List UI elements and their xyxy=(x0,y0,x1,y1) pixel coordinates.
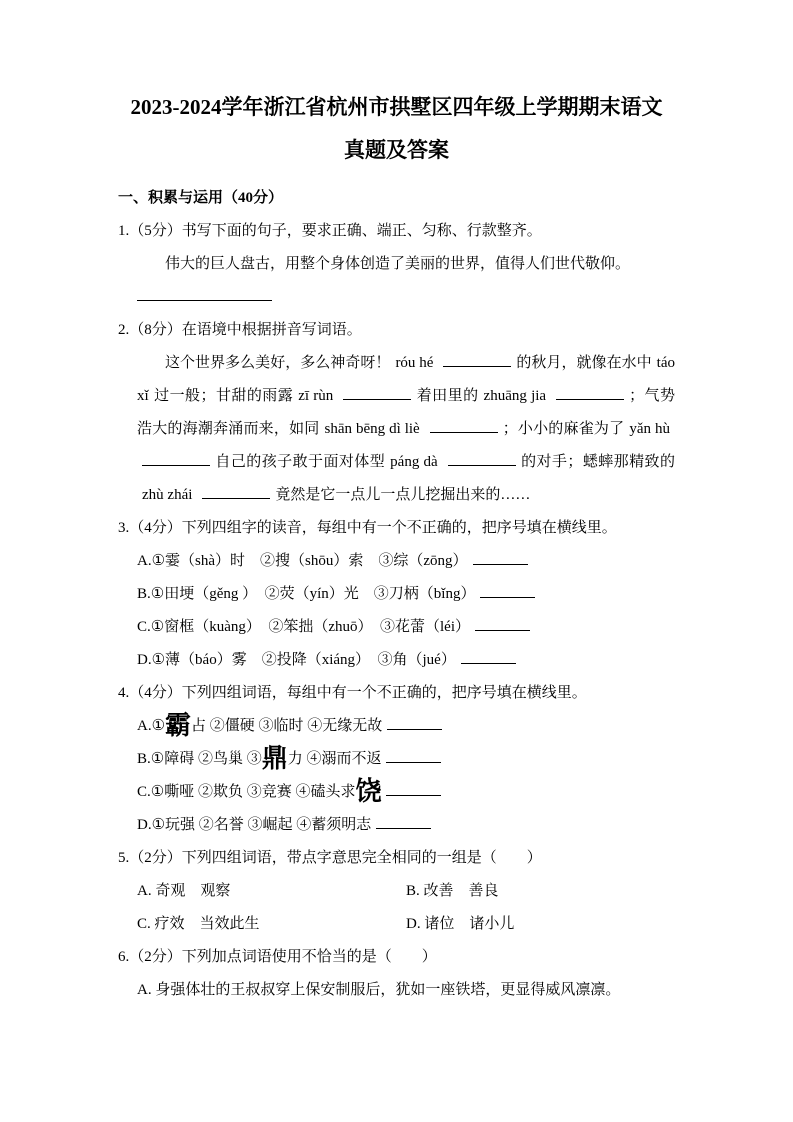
question-2-passage xyxy=(118,347,675,512)
question-3 xyxy=(118,512,675,677)
answer-blank xyxy=(448,461,516,466)
option-text: A.①霎（shà）时 ②搜（shōu）索 ③综（zōng） xyxy=(137,553,468,570)
answer-blank xyxy=(473,560,528,565)
option-text: A.① xyxy=(137,718,166,735)
answer-blank xyxy=(461,659,516,664)
passage-text: 这个世界多么美好，多么神奇呀！ xyxy=(165,355,391,372)
answer-blank xyxy=(386,758,441,763)
option-text: C.①窗框（kuàng） ②笨拙（zhuō） ③花蕾（léi） xyxy=(137,619,471,636)
answer-blank xyxy=(202,494,270,499)
title-line-1: 2023-2024学年浙江省杭州市拱墅区四年级上学期期末语文 xyxy=(130,95,663,119)
pinyin-text: páng dà xyxy=(390,454,438,471)
answer-blank xyxy=(343,395,411,400)
option-text: 力 ④溺而不返 xyxy=(287,751,382,768)
answer-blank xyxy=(386,791,441,796)
pinyin-text: zhù zhái xyxy=(142,487,193,504)
answer-blank xyxy=(475,626,530,631)
option-text: D.①玩强 ②名誉 ③崛起 ④蓄须明志 xyxy=(137,817,372,834)
question-4-option-b xyxy=(118,743,675,776)
pinyin-text: yǎn hù xyxy=(629,421,670,438)
section-heading-1: 一、积累与运用（40分） xyxy=(118,190,284,207)
question-2 xyxy=(118,314,675,512)
title-line-2: 真题及答案 xyxy=(344,138,449,163)
answer-blank xyxy=(556,395,624,400)
pinyin-text: róu hé xyxy=(395,355,434,372)
option-text: 占 ②僵硬 ③临时 ④无缘无故 xyxy=(191,718,383,735)
answer-blank xyxy=(376,824,431,829)
pinyin-text: zī rùn xyxy=(298,388,334,405)
question-1-sentence: 伟大的巨人盘古，用整个身体创造了美丽的世界，值得人们世代敬仰。 xyxy=(165,256,631,273)
question-3-option-c xyxy=(118,611,675,644)
page-title xyxy=(118,86,675,172)
question-5-options xyxy=(118,875,675,941)
question-5-option-b: B. 改善 善良 xyxy=(406,883,499,900)
question-4-option-d xyxy=(118,809,675,842)
question-6 xyxy=(118,941,675,1007)
answer-blank xyxy=(443,362,511,367)
option-text: C.①嘶哑 ②欺负 ③竞赛 ④磕头求 xyxy=(137,784,356,801)
answer-blank xyxy=(430,428,498,433)
question-3-stem: 3.（4分）下列四组字的读音，每组中有一个不正确的，把序号填在横线里。 xyxy=(118,520,617,537)
question-5-option-c: C. 疗效 当效此生 xyxy=(137,916,260,933)
passage-text: 过一般；甘甜的雨露 xyxy=(153,388,294,405)
question-6-stem: 6.（2分）下列加点词语使用不恰当的是（ ） xyxy=(118,949,437,966)
glyph-image-ba: 霸 xyxy=(165,711,192,742)
pinyin-text: táo xǐ xyxy=(137,355,675,405)
answer-blank xyxy=(480,593,535,598)
answer-blank xyxy=(387,725,442,730)
question-4-option-c xyxy=(118,776,675,809)
question-3-option-d xyxy=(118,644,675,677)
passage-text: 的对手；蟋蟀那精致的 xyxy=(520,454,675,471)
passage-text: ；气势浩大的海潮奔涌而来，如同 xyxy=(137,388,675,438)
question-5-option-d: D. 诸位 诸小儿 xyxy=(406,916,515,933)
answer-blank xyxy=(142,461,210,466)
question-1-answer-row xyxy=(118,281,675,314)
question-5-stem: 5.（2分）下列四组词语，带点字意思完全相同的一组是（ ） xyxy=(118,850,542,867)
question-3-option-b xyxy=(118,578,675,611)
question-1 xyxy=(118,215,675,314)
question-1-stem: 1.（5分）书写下面的句子，要求正确、端正、匀称、行款整齐。 xyxy=(118,223,542,240)
question-3-option-a xyxy=(118,545,675,578)
passage-text: ；小小的麻雀为了 xyxy=(502,421,625,438)
pinyin-text: shān bēng dì liè xyxy=(324,421,420,438)
glyph-image-rao: 饶 xyxy=(355,777,382,808)
option-text: B.①障碍 ②鸟巢 ③ xyxy=(137,751,262,768)
passage-text: 的秋月，就像在水中 xyxy=(516,355,652,372)
glyph-image-ding: 鼎 xyxy=(261,744,288,775)
question-5-option-a: A. 奇观 观察 xyxy=(137,883,231,900)
option-text: D.①薄（báo）雾 ②投降（xiáng） ③角（jué） xyxy=(137,652,456,669)
pinyin-text: zhuāng jia xyxy=(483,388,547,405)
question-4 xyxy=(118,677,675,842)
answer-line xyxy=(137,287,272,301)
passage-text: 自己的孩子敢于面对体型 xyxy=(215,454,386,471)
question-4-option-a xyxy=(118,710,675,743)
option-text: B.①田埂（gěng ） ②荧（yín）光 ③刀柄（bǐng） xyxy=(137,586,476,603)
question-6-option-a: A. 身强体壮的王叔叔穿上保安制服后，犹如一座铁塔，更显得威风凛凛。 xyxy=(137,982,621,999)
passage-text: 着田里的 xyxy=(416,388,479,405)
question-4-stem: 4.（4分）下列四组词语，每组中有一个不正确的，把序号填在横线里。 xyxy=(118,685,587,702)
passage-text: 竟然是它一点儿一点儿挖掘出来的…… xyxy=(275,487,531,504)
question-5 xyxy=(118,842,675,941)
question-2-stem: 2.（8分）在语境中根据拼音写词语。 xyxy=(118,322,362,339)
